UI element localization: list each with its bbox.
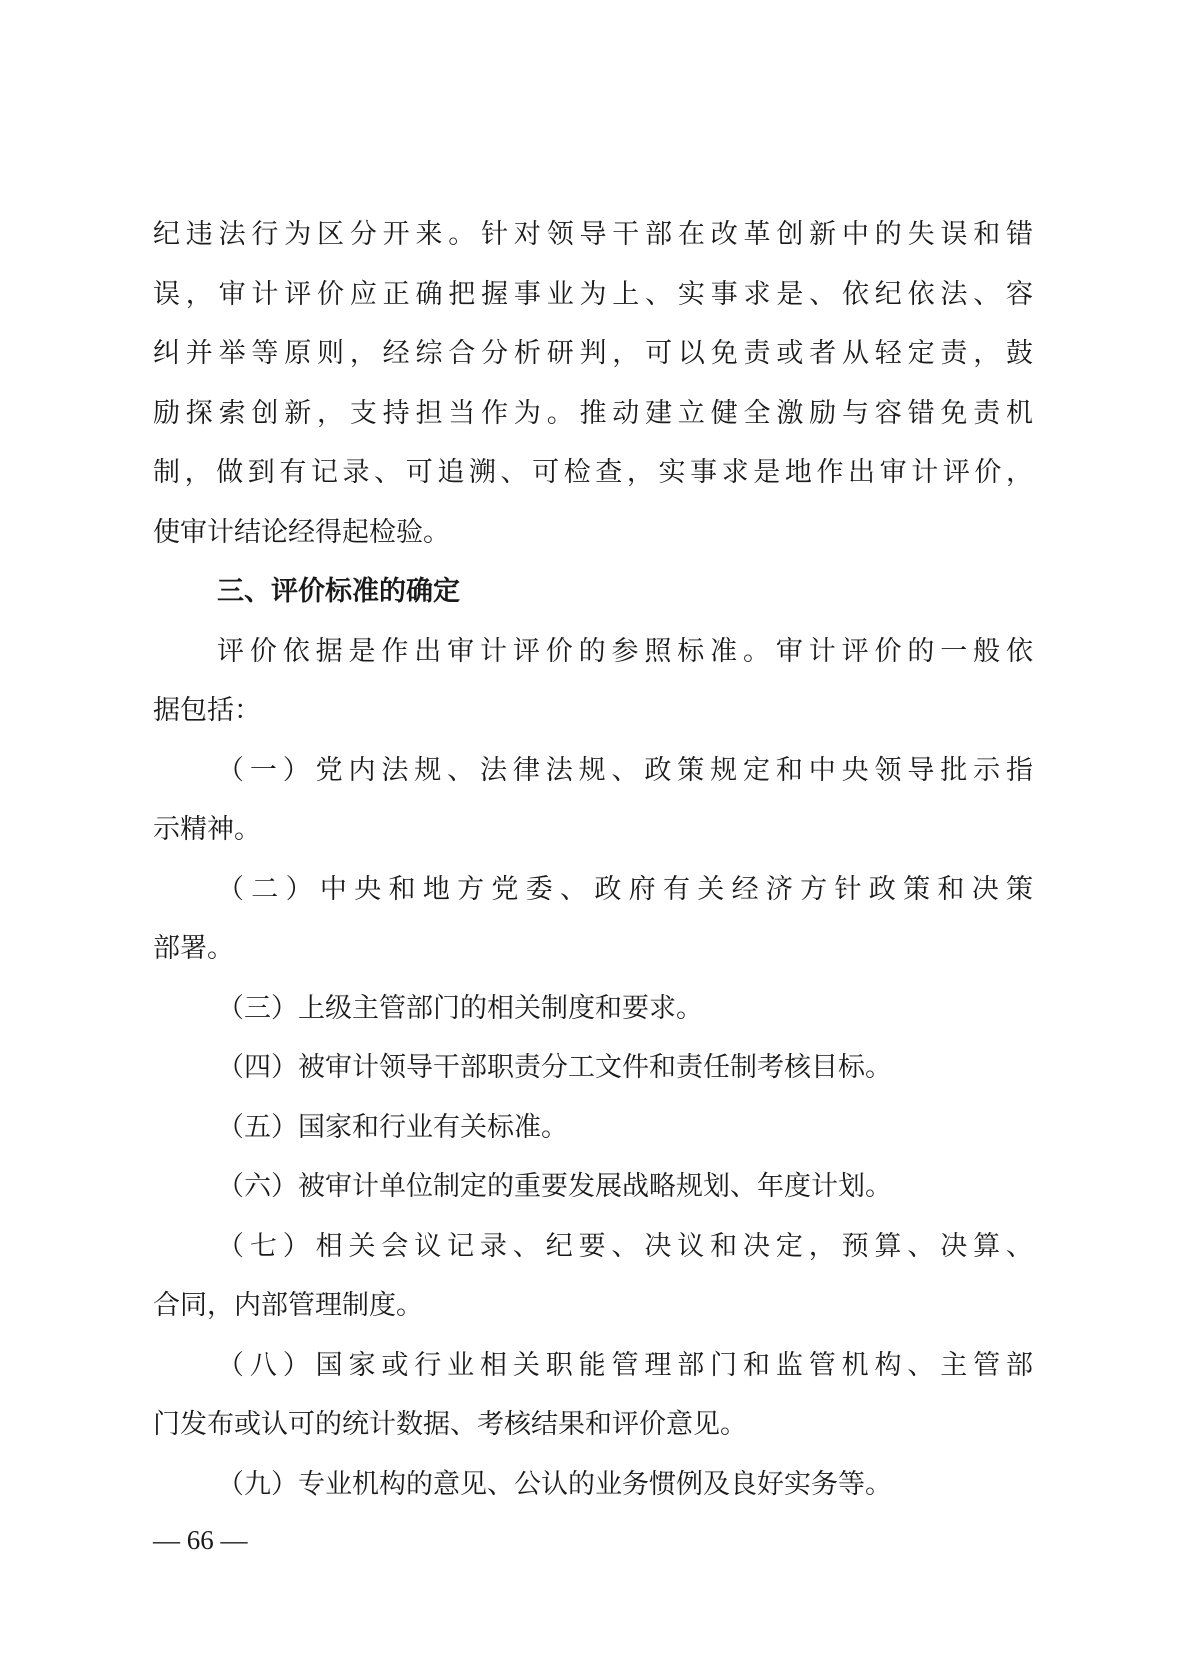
text-line: 误，审计评价应正确把握事业为上、实事求是、依纪依法、容 — [153, 278, 1033, 310]
text-line: （九）专业机构的意见、公认的业务惯例及良好实务等。 — [217, 1468, 892, 1500]
text-line: （五）国家和行业有关标准。 — [217, 1111, 568, 1143]
list-item-2 — [153, 860, 1033, 979]
text-line: 纠并举等原则，经综合分析研判，可以免责或者从轻定责，鼓 — [153, 338, 1033, 369]
section-heading: 三、评价标准的确定 — [217, 576, 460, 607]
list-item-4 — [153, 1038, 1033, 1098]
list-item-5 — [153, 1098, 1033, 1158]
text-line: （一）党内法规、法律法规、政策规定和中央领导批示指 — [217, 754, 1033, 786]
text-line: （七）相关会议记录、纪要、决议和决定，预算、决算、 — [217, 1230, 1033, 1262]
document-body — [153, 205, 1033, 1514]
paragraph-continued — [153, 205, 1033, 562]
text-line: 示精神。 — [153, 814, 261, 845]
text-line: （六）被审计单位制定的重要发展战略规划、年度计划。 — [217, 1171, 892, 1202]
text-line: 合同，内部管理制度。 — [153, 1290, 423, 1321]
text-line: （二）中央和地方党委、政府有关经济方针政策和决策 — [217, 873, 1033, 905]
text-line: 纪违法行为区分开来。针对领导干部在改革创新中的失误和错 — [153, 219, 1033, 250]
list-item-1 — [153, 741, 1033, 860]
list-item-3 — [153, 979, 1033, 1039]
list-item-9 — [153, 1455, 1033, 1515]
text-line: 使审计结论经得起检验。 — [153, 516, 450, 548]
text-line: （四）被审计领导干部职责分工文件和责任制考核目标。 — [217, 1052, 892, 1083]
text-line: 部署。 — [153, 933, 234, 964]
page-number: — 66 — — [153, 1525, 248, 1555]
intro-paragraph — [153, 622, 1033, 741]
list-item-7 — [153, 1217, 1033, 1336]
list-item-8 — [153, 1336, 1033, 1455]
text-line: （三）上级主管部门的相关制度和要求。 — [217, 992, 703, 1024]
text-line: 门发布或认可的统计数据、考核结果和评价意见。 — [153, 1409, 747, 1440]
text-line: 据包括： — [153, 695, 261, 726]
text-line: （八）国家或行业相关职能管理部门和监管机构、主管部 — [217, 1349, 1033, 1381]
text-line: 制，做到有记录、可追溯、可检查，实事求是地作出审计评价， — [153, 457, 1033, 488]
text-line: 励探索创新，支持担当作为。推动建立健全激励与容错免责机 — [153, 397, 1033, 429]
text-line: 评价依据是作出审计评价的参照标准。审计评价的一般依 — [217, 635, 1033, 667]
list-item-6 — [153, 1157, 1033, 1217]
